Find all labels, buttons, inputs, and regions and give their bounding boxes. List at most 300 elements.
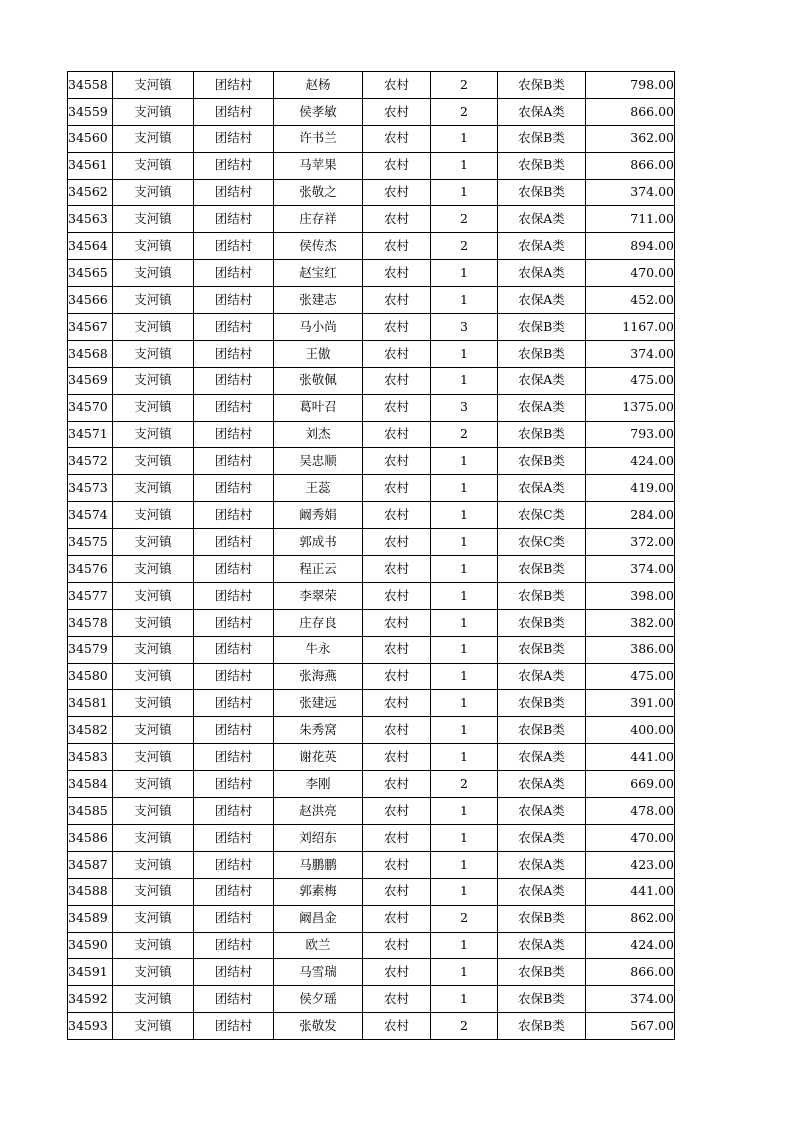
cell-amount: 1167.00	[586, 314, 675, 341]
cell-person-name: 张敬发	[274, 1013, 363, 1040]
table-row	[68, 663, 675, 690]
cell-insurance-category: 农保B类	[498, 556, 586, 583]
cell-insurance-category: 农保C类	[498, 502, 586, 529]
cell-village: 团结村	[194, 367, 274, 394]
cell-town: 支河镇	[113, 959, 194, 986]
cell-household-count: 1	[431, 663, 498, 690]
cell-household-count: 2	[431, 421, 498, 448]
cell-household-count: 1	[431, 986, 498, 1013]
cell-village: 团结村	[194, 448, 274, 475]
cell-village: 团结村	[194, 663, 274, 690]
cell-village: 团结村	[194, 878, 274, 905]
cell-village: 团结村	[194, 932, 274, 959]
cell-household-count: 1	[431, 287, 498, 314]
cell-person-name: 吴忠顺	[274, 448, 363, 475]
cell-town: 支河镇	[113, 206, 194, 233]
table-row	[68, 609, 675, 636]
cell-insurance-category: 农保B类	[498, 421, 586, 448]
cell-town: 支河镇	[113, 125, 194, 152]
cell-town: 支河镇	[113, 502, 194, 529]
cell-person-name: 马鹏鹏	[274, 851, 363, 878]
cell-household-type: 农村	[363, 932, 431, 959]
cell-person-name: 马苹果	[274, 152, 363, 179]
cell-insurance-category: 农保B类	[498, 125, 586, 152]
cell-village: 团结村	[194, 851, 274, 878]
cell-household-count: 1	[431, 744, 498, 771]
roster-table	[67, 71, 675, 1040]
cell-town: 支河镇	[113, 314, 194, 341]
cell-village: 团结村	[194, 771, 274, 798]
table-row	[68, 394, 675, 421]
cell-town: 支河镇	[113, 72, 194, 99]
cell-household-type: 农村	[363, 125, 431, 152]
cell-village: 团结村	[194, 690, 274, 717]
cell-record-id: 34588	[68, 878, 113, 905]
cell-village: 团结村	[194, 502, 274, 529]
cell-town: 支河镇	[113, 717, 194, 744]
cell-household-count: 2	[431, 206, 498, 233]
cell-record-id: 34559	[68, 98, 113, 125]
cell-town: 支河镇	[113, 260, 194, 287]
cell-household-type: 农村	[363, 367, 431, 394]
cell-household-type: 农村	[363, 609, 431, 636]
cell-village: 团结村	[194, 475, 274, 502]
cell-amount: 866.00	[586, 959, 675, 986]
cell-record-id: 34570	[68, 394, 113, 421]
cell-village: 团结村	[194, 905, 274, 932]
cell-person-name: 王蕊	[274, 475, 363, 502]
cell-town: 支河镇	[113, 152, 194, 179]
cell-village: 团结村	[194, 314, 274, 341]
cell-household-type: 农村	[363, 233, 431, 260]
cell-town: 支河镇	[113, 1013, 194, 1040]
table-row	[68, 314, 675, 341]
cell-amount: 866.00	[586, 152, 675, 179]
table-row	[68, 1013, 675, 1040]
cell-household-type: 农村	[363, 1013, 431, 1040]
cell-person-name: 郭成书	[274, 529, 363, 556]
cell-amount: 478.00	[586, 798, 675, 825]
cell-amount: 862.00	[586, 905, 675, 932]
cell-person-name: 许书兰	[274, 125, 363, 152]
cell-amount: 475.00	[586, 367, 675, 394]
cell-person-name: 张敬佩	[274, 367, 363, 394]
cell-record-id: 34574	[68, 502, 113, 529]
table-row	[68, 986, 675, 1013]
cell-record-id: 34578	[68, 609, 113, 636]
cell-insurance-category: 农保B类	[498, 179, 586, 206]
cell-household-count: 1	[431, 717, 498, 744]
cell-amount: 567.00	[586, 1013, 675, 1040]
cell-amount: 441.00	[586, 744, 675, 771]
table-row	[68, 582, 675, 609]
cell-insurance-category: 农保B类	[498, 448, 586, 475]
cell-person-name: 侯夕瑶	[274, 986, 363, 1013]
table-row	[68, 233, 675, 260]
cell-record-id: 34562	[68, 179, 113, 206]
table-row	[68, 771, 675, 798]
cell-person-name: 庄存祥	[274, 206, 363, 233]
cell-village: 团结村	[194, 394, 274, 421]
cell-town: 支河镇	[113, 475, 194, 502]
cell-record-id: 34589	[68, 905, 113, 932]
cell-person-name: 葛叶召	[274, 394, 363, 421]
cell-town: 支河镇	[113, 448, 194, 475]
cell-insurance-category: 农保B类	[498, 905, 586, 932]
cell-person-name: 谢花英	[274, 744, 363, 771]
cell-insurance-category: 农保B类	[498, 1013, 586, 1040]
cell-household-count: 2	[431, 98, 498, 125]
cell-town: 支河镇	[113, 824, 194, 851]
cell-amount: 362.00	[586, 125, 675, 152]
table-row	[68, 959, 675, 986]
cell-amount: 894.00	[586, 233, 675, 260]
cell-amount: 441.00	[586, 878, 675, 905]
cell-household-type: 农村	[363, 314, 431, 341]
cell-insurance-category: 农保A类	[498, 851, 586, 878]
cell-town: 支河镇	[113, 179, 194, 206]
cell-amount: 475.00	[586, 663, 675, 690]
cell-household-type: 农村	[363, 663, 431, 690]
roster-table-body	[68, 72, 675, 1040]
table-row	[68, 475, 675, 502]
cell-insurance-category: 农保B类	[498, 717, 586, 744]
cell-town: 支河镇	[113, 851, 194, 878]
cell-household-count: 1	[431, 798, 498, 825]
cell-insurance-category: 农保B类	[498, 340, 586, 367]
cell-amount: 374.00	[586, 179, 675, 206]
cell-insurance-category: 农保A类	[498, 824, 586, 851]
cell-insurance-category: 农保A类	[498, 878, 586, 905]
cell-amount: 391.00	[586, 690, 675, 717]
cell-village: 团结村	[194, 152, 274, 179]
cell-insurance-category: 农保B类	[498, 152, 586, 179]
cell-record-id: 34591	[68, 959, 113, 986]
cell-person-name: 王傲	[274, 340, 363, 367]
cell-household-count: 1	[431, 932, 498, 959]
cell-household-count: 1	[431, 959, 498, 986]
cell-amount: 284.00	[586, 502, 675, 529]
cell-household-type: 农村	[363, 502, 431, 529]
cell-household-type: 农村	[363, 878, 431, 905]
cell-town: 支河镇	[113, 609, 194, 636]
cell-person-name: 张建志	[274, 287, 363, 314]
cell-household-type: 农村	[363, 421, 431, 448]
cell-record-id: 34560	[68, 125, 113, 152]
cell-household-count: 1	[431, 448, 498, 475]
cell-household-type: 农村	[363, 206, 431, 233]
cell-village: 团结村	[194, 233, 274, 260]
cell-village: 团结村	[194, 260, 274, 287]
cell-person-name: 刘绍东	[274, 824, 363, 851]
cell-amount: 423.00	[586, 851, 675, 878]
cell-household-count: 3	[431, 314, 498, 341]
cell-record-id: 34581	[68, 690, 113, 717]
cell-record-id: 34585	[68, 798, 113, 825]
cell-household-count: 2	[431, 1013, 498, 1040]
cell-record-id: 34576	[68, 556, 113, 583]
cell-insurance-category: 农保A类	[498, 798, 586, 825]
cell-amount: 470.00	[586, 824, 675, 851]
cell-household-type: 农村	[363, 179, 431, 206]
cell-record-id: 34590	[68, 932, 113, 959]
cell-insurance-category: 农保B类	[498, 314, 586, 341]
cell-village: 团结村	[194, 986, 274, 1013]
cell-household-type: 农村	[363, 394, 431, 421]
cell-village: 团结村	[194, 421, 274, 448]
cell-town: 支河镇	[113, 340, 194, 367]
table-row	[68, 851, 675, 878]
cell-person-name: 张海燕	[274, 663, 363, 690]
cell-record-id: 34567	[68, 314, 113, 341]
cell-person-name: 赵洪亮	[274, 798, 363, 825]
table-row	[68, 798, 675, 825]
cell-town: 支河镇	[113, 905, 194, 932]
cell-household-type: 农村	[363, 556, 431, 583]
cell-person-name: 欧兰	[274, 932, 363, 959]
cell-household-count: 1	[431, 851, 498, 878]
table-row	[68, 529, 675, 556]
cell-person-name: 阚秀娟	[274, 502, 363, 529]
cell-amount: 470.00	[586, 260, 675, 287]
cell-village: 团结村	[194, 1013, 274, 1040]
cell-village: 团结村	[194, 582, 274, 609]
cell-person-name: 马雪瑞	[274, 959, 363, 986]
cell-household-count: 2	[431, 72, 498, 99]
cell-insurance-category: 农保C类	[498, 529, 586, 556]
cell-household-type: 农村	[363, 798, 431, 825]
cell-insurance-category: 农保B类	[498, 986, 586, 1013]
cell-town: 支河镇	[113, 556, 194, 583]
cell-village: 团结村	[194, 717, 274, 744]
cell-record-id: 34575	[68, 529, 113, 556]
cell-household-type: 农村	[363, 851, 431, 878]
cell-insurance-category: 农保A类	[498, 233, 586, 260]
cell-village: 团结村	[194, 959, 274, 986]
cell-household-type: 农村	[363, 959, 431, 986]
cell-insurance-category: 农保A类	[498, 394, 586, 421]
cell-village: 团结村	[194, 529, 274, 556]
table-row	[68, 878, 675, 905]
table-row	[68, 824, 675, 851]
cell-household-count: 1	[431, 367, 498, 394]
cell-amount: 374.00	[586, 986, 675, 1013]
cell-record-id: 34573	[68, 475, 113, 502]
cell-person-name: 朱秀窝	[274, 717, 363, 744]
cell-town: 支河镇	[113, 529, 194, 556]
cell-person-name: 李刚	[274, 771, 363, 798]
cell-record-id: 34566	[68, 287, 113, 314]
cell-amount: 669.00	[586, 771, 675, 798]
cell-insurance-category: 农保B类	[498, 72, 586, 99]
cell-amount: 386.00	[586, 636, 675, 663]
cell-town: 支河镇	[113, 287, 194, 314]
cell-village: 团结村	[194, 556, 274, 583]
cell-household-count: 1	[431, 260, 498, 287]
table-row	[68, 179, 675, 206]
cell-town: 支河镇	[113, 367, 194, 394]
cell-town: 支河镇	[113, 421, 194, 448]
table-row	[68, 421, 675, 448]
cell-insurance-category: 农保A类	[498, 744, 586, 771]
table-row	[68, 905, 675, 932]
table-row	[68, 717, 675, 744]
cell-household-count: 1	[431, 556, 498, 583]
cell-insurance-category: 农保A类	[498, 771, 586, 798]
cell-amount: 372.00	[586, 529, 675, 556]
cell-record-id: 34577	[68, 582, 113, 609]
cell-town: 支河镇	[113, 690, 194, 717]
cell-amount: 400.00	[586, 717, 675, 744]
cell-household-count: 2	[431, 905, 498, 932]
cell-household-type: 农村	[363, 744, 431, 771]
cell-town: 支河镇	[113, 932, 194, 959]
cell-village: 团结村	[194, 798, 274, 825]
cell-village: 团结村	[194, 287, 274, 314]
cell-village: 团结村	[194, 609, 274, 636]
cell-amount: 382.00	[586, 609, 675, 636]
cell-insurance-category: 农保A类	[498, 98, 586, 125]
cell-household-type: 农村	[363, 260, 431, 287]
cell-amount: 424.00	[586, 932, 675, 959]
cell-insurance-category: 农保A类	[498, 367, 586, 394]
cell-amount: 374.00	[586, 556, 675, 583]
cell-person-name: 张建远	[274, 690, 363, 717]
cell-record-id: 34572	[68, 448, 113, 475]
table-row	[68, 260, 675, 287]
cell-person-name: 郭素梅	[274, 878, 363, 905]
cell-town: 支河镇	[113, 394, 194, 421]
cell-household-type: 农村	[363, 98, 431, 125]
cell-village: 团结村	[194, 340, 274, 367]
table-row	[68, 287, 675, 314]
cell-household-type: 农村	[363, 636, 431, 663]
cell-amount: 374.00	[586, 340, 675, 367]
cell-town: 支河镇	[113, 798, 194, 825]
cell-amount: 398.00	[586, 582, 675, 609]
cell-person-name: 李翠荣	[274, 582, 363, 609]
cell-record-id: 34583	[68, 744, 113, 771]
cell-household-type: 农村	[363, 72, 431, 99]
cell-person-name: 侯传杰	[274, 233, 363, 260]
cell-amount: 711.00	[586, 206, 675, 233]
cell-amount: 1375.00	[586, 394, 675, 421]
cell-village: 团结村	[194, 824, 274, 851]
cell-amount: 866.00	[586, 98, 675, 125]
cell-household-count: 1	[431, 475, 498, 502]
cell-household-count: 1	[431, 502, 498, 529]
cell-household-type: 农村	[363, 824, 431, 851]
cell-household-type: 农村	[363, 475, 431, 502]
cell-insurance-category: 农保A类	[498, 663, 586, 690]
cell-record-id: 34564	[68, 233, 113, 260]
cell-household-count: 1	[431, 529, 498, 556]
cell-record-id: 34587	[68, 851, 113, 878]
cell-insurance-category: 农保B类	[498, 609, 586, 636]
cell-record-id: 34565	[68, 260, 113, 287]
cell-town: 支河镇	[113, 233, 194, 260]
cell-insurance-category: 农保A类	[498, 287, 586, 314]
table-row	[68, 502, 675, 529]
cell-person-name: 马小尚	[274, 314, 363, 341]
table-row	[68, 932, 675, 959]
cell-person-name: 刘杰	[274, 421, 363, 448]
cell-household-type: 农村	[363, 340, 431, 367]
cell-household-type: 农村	[363, 529, 431, 556]
cell-insurance-category: 农保B类	[498, 582, 586, 609]
cell-household-type: 农村	[363, 582, 431, 609]
table-row	[68, 340, 675, 367]
table-row	[68, 448, 675, 475]
cell-household-count: 1	[431, 636, 498, 663]
cell-insurance-category: 农保A类	[498, 206, 586, 233]
cell-household-count: 1	[431, 125, 498, 152]
cell-town: 支河镇	[113, 98, 194, 125]
table-row	[68, 690, 675, 717]
table-row	[68, 744, 675, 771]
cell-household-type: 农村	[363, 287, 431, 314]
cell-household-type: 农村	[363, 690, 431, 717]
cell-record-id: 34571	[68, 421, 113, 448]
cell-person-name: 赵宝红	[274, 260, 363, 287]
cell-person-name: 张敬之	[274, 179, 363, 206]
table-row	[68, 98, 675, 125]
cell-town: 支河镇	[113, 878, 194, 905]
cell-village: 团结村	[194, 206, 274, 233]
cell-village: 团结村	[194, 744, 274, 771]
cell-record-id: 34593	[68, 1013, 113, 1040]
cell-person-name: 程正云	[274, 556, 363, 583]
cell-person-name: 侯孝敏	[274, 98, 363, 125]
cell-household-type: 农村	[363, 986, 431, 1013]
cell-record-id: 34586	[68, 824, 113, 851]
cell-household-count: 1	[431, 878, 498, 905]
cell-town: 支河镇	[113, 771, 194, 798]
cell-record-id: 34582	[68, 717, 113, 744]
cell-household-type: 农村	[363, 717, 431, 744]
cell-person-name: 牛永	[274, 636, 363, 663]
table-row	[68, 152, 675, 179]
cell-household-count: 1	[431, 152, 498, 179]
cell-household-count: 1	[431, 609, 498, 636]
cell-town: 支河镇	[113, 663, 194, 690]
table-row	[68, 206, 675, 233]
cell-record-id: 34580	[68, 663, 113, 690]
cell-village: 团结村	[194, 179, 274, 206]
cell-person-name: 庄存良	[274, 609, 363, 636]
cell-household-count: 2	[431, 233, 498, 260]
cell-amount: 452.00	[586, 287, 675, 314]
cell-household-count: 1	[431, 179, 498, 206]
cell-household-count: 1	[431, 824, 498, 851]
cell-record-id: 34579	[68, 636, 113, 663]
cell-amount: 798.00	[586, 72, 675, 99]
cell-person-name: 赵杨	[274, 72, 363, 99]
cell-town: 支河镇	[113, 636, 194, 663]
cell-household-count: 1	[431, 582, 498, 609]
cell-household-count: 2	[431, 771, 498, 798]
cell-record-id: 34558	[68, 72, 113, 99]
cell-insurance-category: 农保B类	[498, 959, 586, 986]
cell-household-type: 农村	[363, 152, 431, 179]
cell-record-id: 34569	[68, 367, 113, 394]
cell-household-type: 农村	[363, 448, 431, 475]
cell-village: 团结村	[194, 636, 274, 663]
cell-record-id: 34561	[68, 152, 113, 179]
cell-town: 支河镇	[113, 582, 194, 609]
table-row	[68, 72, 675, 99]
table-row	[68, 556, 675, 583]
